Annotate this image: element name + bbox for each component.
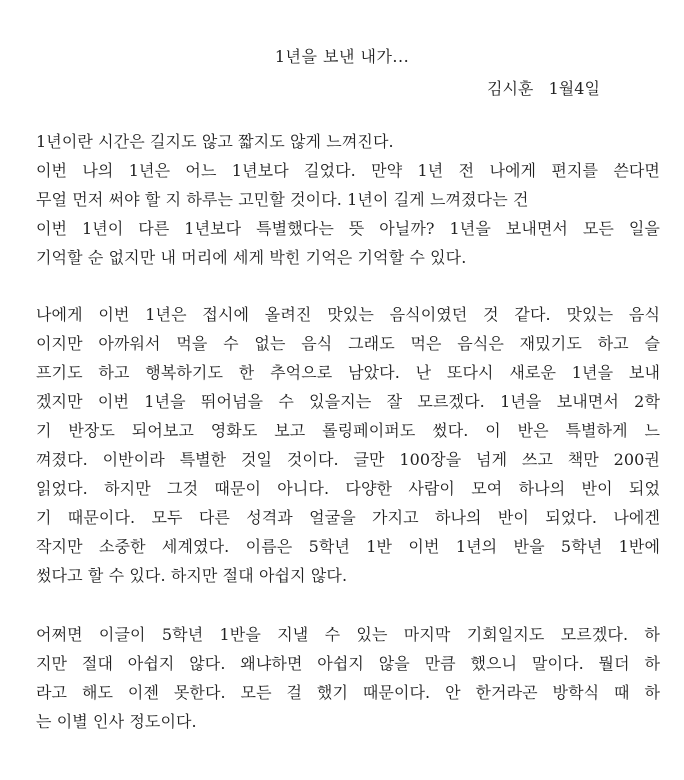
- text-line: 이번 나의 1년은 어느 1년보다 길었다. 만약 1년 전 나에게 편지를 쓴다면: [36, 161, 660, 180]
- text-line: 겠지만 이번 1년을 뛰어넘을 수 있을지는 잘 모르겠다. 1년을 보내면서 2학: [36, 392, 660, 411]
- text-line: 나에게 이번 1년은 접시에 올려진 맛있는 음식이였던 것 같다. 맛있는 음식: [36, 305, 660, 324]
- text-line: 라고 해도 이젠 못한다. 모든 걸 했기 때문이다. 안 한거라곤 방학식 때 하: [36, 683, 660, 702]
- text-line: 이지만 아까워서 먹을 수 없는 음식 그래도 먹은 음식은 재밌기도 하고 슬: [36, 334, 660, 353]
- text-line: 기 반장도 되어보고 영화도 보고 롤링페이퍼도 썼다. 이 반은 특별하게 느: [36, 421, 660, 440]
- paragraph-3: [36, 620, 660, 736]
- text-line: 기 때문이다. 모두 다른 성격과 얼굴을 가지고 하나의 반이 되었다. 나에겐: [36, 508, 660, 527]
- text-line: 는 이별 인사 정도이다.: [36, 712, 197, 731]
- text-line: 1년이란 시간은 길지도 않고 짧지도 않게 느껴진다.: [36, 132, 394, 151]
- essay-title: 1년을 보낸 내가...: [274, 47, 410, 66]
- text-line: 기억할 순 없지만 내 머리에 세게 박힌 기억은 기억할 수 있다.: [36, 248, 467, 267]
- text-line: 썼다고 할 수 있다. 하지만 절대 아쉽지 않다.: [36, 566, 348, 585]
- text-line: 작지만 소중한 세계였다. 이름은 5학년 1반 이번 1년의 반을 5학년 1반에: [36, 537, 660, 556]
- text-line: 이번 1년이 다른 1년보다 특별했다는 뜻 아닐까? 1년을 보내면서 모든 일을: [36, 219, 660, 238]
- text-line: 무얼 먼저 써야 할 지 하루는 고민할 것이다. 1년이 길게 느껴졌다는 건: [36, 190, 529, 209]
- text-line: 읽었다. 하지만 그것 때문이 아니다. 다양한 사람이 모여 하나의 반이 되었: [36, 479, 660, 498]
- paragraph-1: [36, 127, 660, 272]
- text-line: 껴졌다. 이반이라 특별한 것일 것이다. 글만 100장을 넘게 쓰고 책만 200권: [36, 450, 660, 469]
- author-date-line: 김시훈 1월4일: [487, 79, 600, 98]
- text-line: 지만 절대 아쉽지 않다. 왜냐하면 아쉽지 않을 만큼 했으니 말이다. 뭘더 하: [36, 654, 660, 673]
- paragraph-2: [36, 300, 660, 590]
- text-line: 프기도 하고 행복하기도 한 추억으로 남았다. 난 또다시 새로운 1년을 보내: [36, 363, 660, 382]
- text-line: 어쩌면 이글이 5학년 1반을 지낼 수 있는 마지막 기회일지도 모르겠다. 하: [36, 625, 660, 644]
